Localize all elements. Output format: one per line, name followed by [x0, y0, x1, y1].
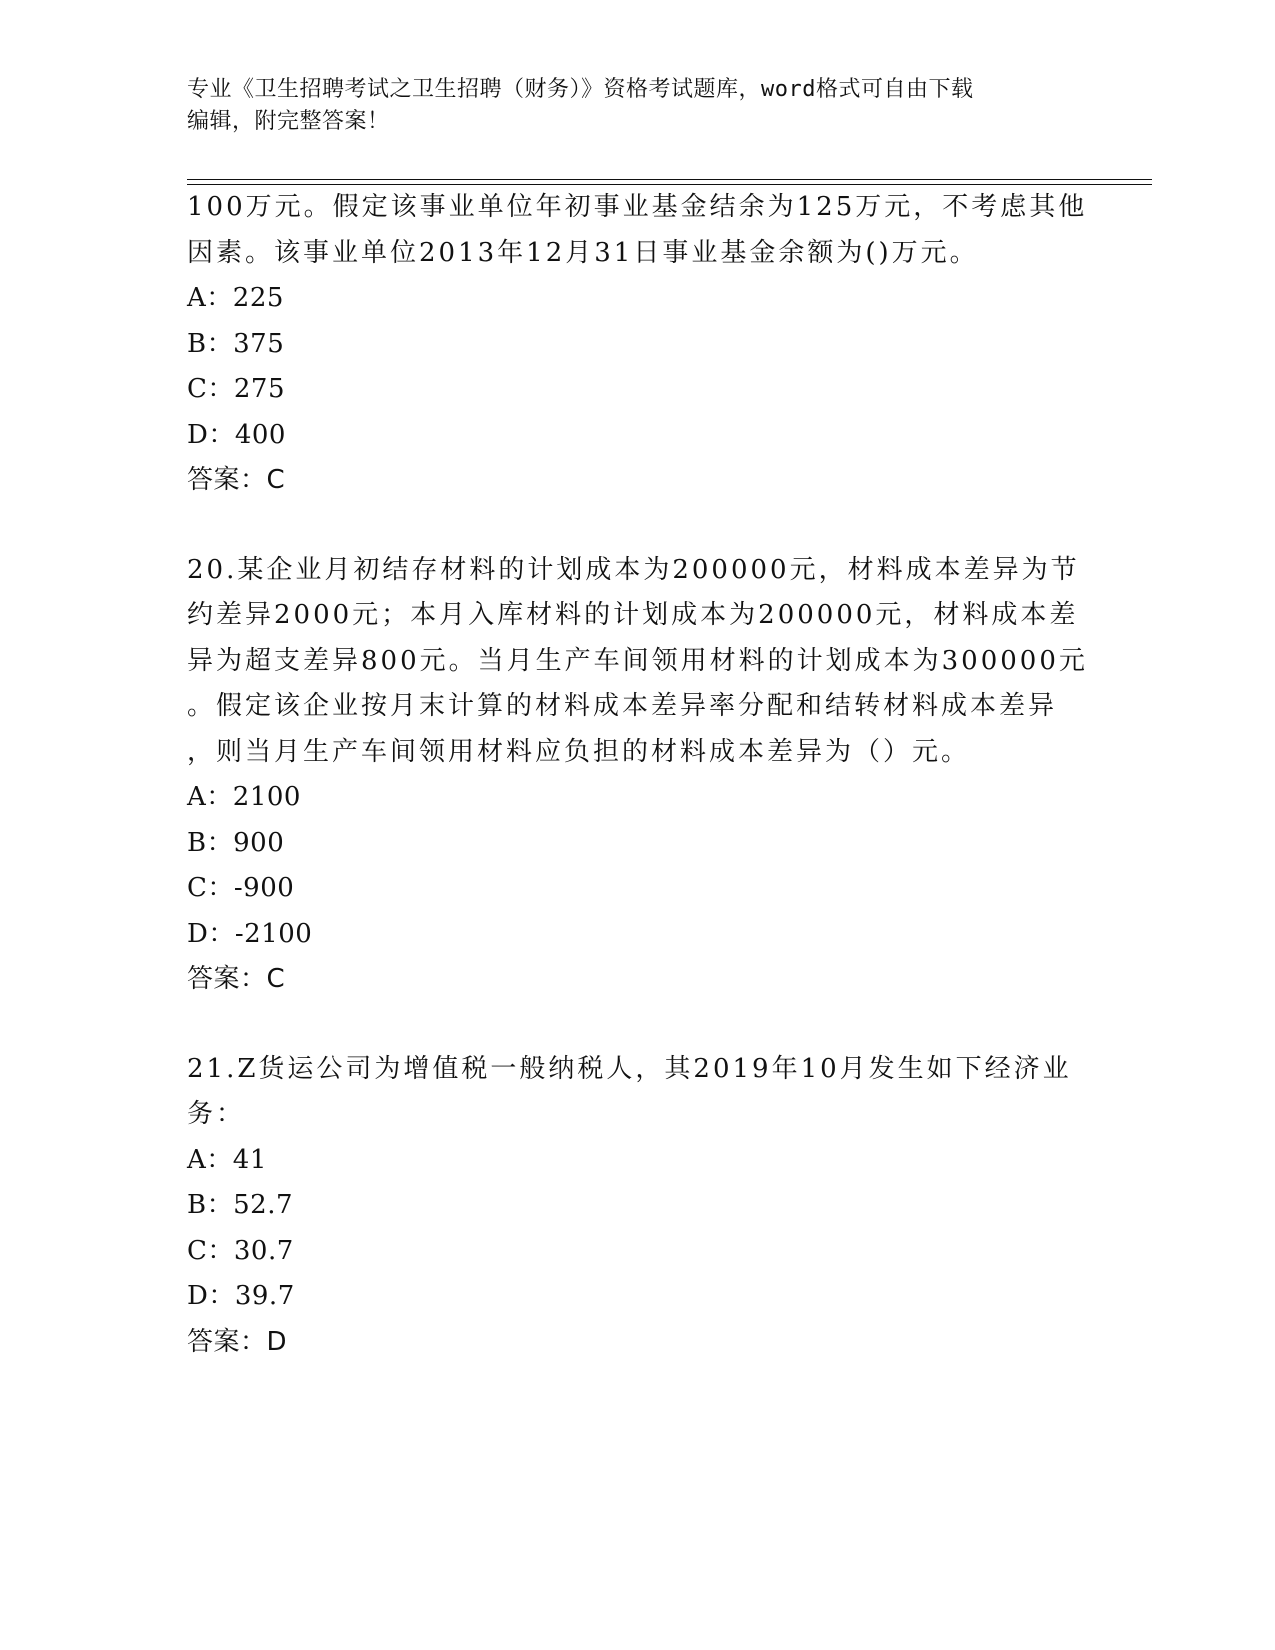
question-stem-line: 异为超支差异800元。当月生产车间领用材料的计划成本为300000元 [187, 645, 1088, 676]
question-block [187, 185, 1087, 504]
option-d: D：-2100 [187, 918, 313, 949]
option-b: B：900 [187, 827, 285, 858]
header-divider-top [187, 179, 1152, 180]
option-c: C：275 [187, 374, 286, 404]
question-stem-line: 因素。该事业单位2013年12月31日事业基金余额为()万元。 [187, 237, 979, 268]
question-stem-line: ，则当月生产车间领用材料应负担的材料成本差异为（）元。 [187, 736, 971, 767]
option-a: A：225 [187, 283, 284, 313]
question-block [187, 548, 1087, 1003]
option-d: D：400 [187, 419, 286, 450]
question-list [187, 185, 1087, 1365]
header-line-2: 编辑，附完整答案！ [187, 109, 390, 134]
answer-line: 答案：D [187, 1326, 288, 1357]
question-stem-line: 务： [187, 1099, 246, 1129]
answer-line: 答案：C [187, 465, 286, 495]
question-stem-line: 20.某企业月初结存材料的计划成本为200000元，材料成本差异为节 [187, 554, 1080, 585]
question-spacer [187, 1003, 1087, 1047]
option-a: A：41 [187, 1144, 267, 1175]
document-header [187, 74, 1067, 138]
question-stem-line: 21.Z货运公司为增值税一般纳税人，其2019年10月发生如下经济业 [187, 1053, 1072, 1084]
option-c: C：30.7 [187, 1235, 294, 1266]
question-spacer [187, 504, 1087, 548]
option-d: D：39.7 [187, 1281, 295, 1311]
answer-line: 答案：C [187, 964, 286, 994]
option-b: B：375 [187, 328, 285, 359]
question-stem-line: 。假定该企业按月末计算的材料成本差异率分配和结转材料成本差异 [187, 691, 1058, 721]
header-line-1: 专业《卫生招聘考试之卫生招聘（财务）》资格考试题库，word格式可自由下载 [187, 77, 974, 102]
question-block [187, 1047, 1087, 1366]
question-stem-line: 约差异2000元；本月入库材料的计划成本为200000元，材料成本差 [187, 600, 1079, 630]
option-b: B：52.7 [187, 1190, 293, 1220]
option-c: C：-900 [187, 873, 295, 903]
question-stem-line: 100万元。假定该事业单位年初事业基金结余为125万元，不考虑其他 [187, 192, 1088, 222]
option-a: A：2100 [187, 782, 301, 812]
